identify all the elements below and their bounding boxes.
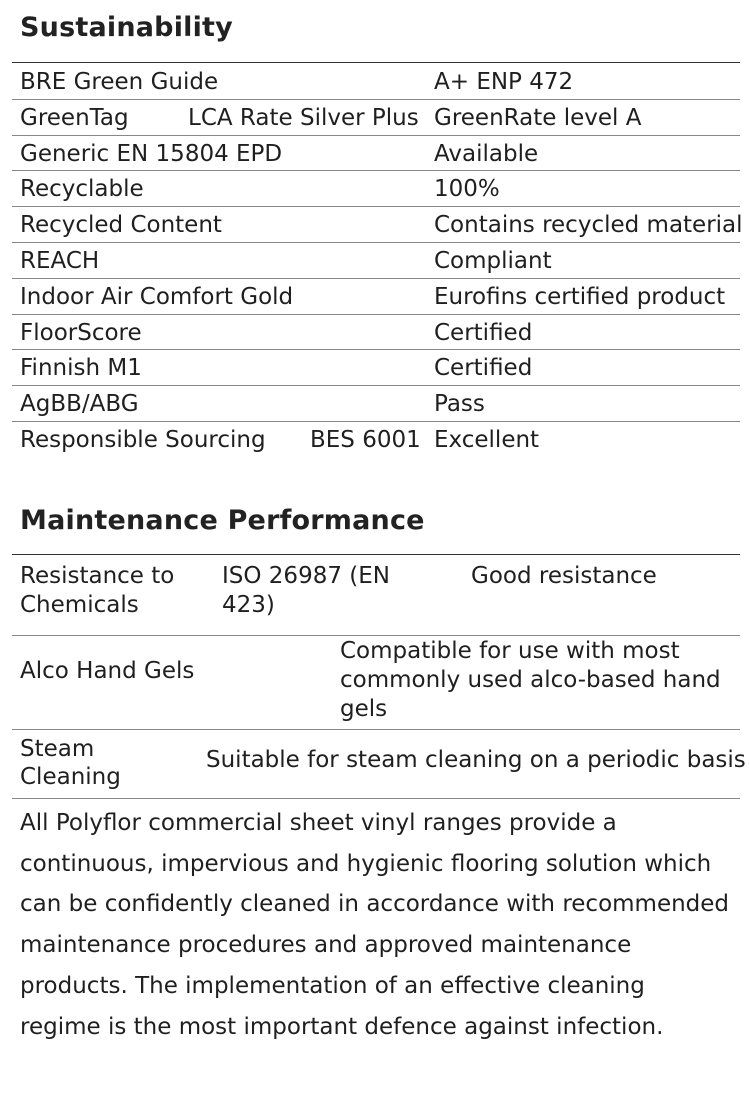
row-value: 100% [434, 176, 500, 203]
row-label: Generic EN 15804 EPD [20, 140, 283, 167]
row-value: Pass [434, 391, 485, 418]
table-row [12, 171, 740, 207]
row-value: Certified [434, 319, 533, 346]
row-value: Good resistance [471, 563, 657, 589]
table-row [12, 422, 740, 457]
row-label: Indoor Air Comfort Gold [20, 283, 294, 310]
table-row [12, 636, 740, 730]
row-label: AgBB/ABG [20, 391, 139, 418]
row-label: Alco Hand Gels [20, 658, 195, 684]
maintenance-table [12, 556, 746, 799]
sustainability-title: Sustainability [20, 12, 233, 43]
row-value: Certified [434, 355, 533, 382]
table-row [12, 556, 740, 636]
row-mid: LCA Rate Silver Plus [188, 104, 419, 131]
table-row [12, 100, 740, 136]
table-row [12, 207, 743, 243]
sustainability-top-rule [12, 62, 740, 63]
table-row [12, 136, 740, 172]
row-standard: ISO 26987 (EN 423) [222, 563, 390, 618]
row-label: BRE Green Guide [20, 69, 219, 95]
row-value: Contains recycled material [434, 212, 743, 239]
row-label: GreenTag [20, 104, 129, 131]
row-label: Recycled Content [20, 212, 222, 239]
table-row [12, 243, 740, 279]
row-value: Suitable for steam cleaning on a periodic basis [206, 747, 746, 773]
row-label: Recyclable [20, 176, 144, 203]
row-value: Compliant [434, 247, 552, 274]
maintenance-title: Maintenance Performance [20, 505, 425, 536]
row-label: FloorScore [20, 319, 142, 346]
row-label: Resistance to Chemicals [20, 563, 175, 618]
row-value: Available [434, 140, 539, 167]
row-value: Eurofins certified product [434, 283, 726, 310]
table-row [12, 279, 740, 315]
row-label: Finnish M1 [20, 355, 142, 382]
maintenance-paragraph: All Polyflor commercial sheet vinyl ranges provide a continuous, impervious and hygienic flooring solution which can be confidently cleaned in accordance with recommended maintenance procedures and approved maintenance products. The implementation of an effective cleaning regime is the most important defence against infection. [20, 810, 730, 1040]
row-value: A+ ENP 472 [434, 69, 574, 95]
row-value: Compatible for use with most commonly used alco-based hand gels [340, 638, 721, 722]
table-row [12, 730, 746, 799]
table-row [12, 64, 740, 100]
table-row [12, 386, 740, 422]
row-label: REACH [20, 247, 100, 274]
row-label: Responsible Sourcing [20, 426, 266, 453]
row-mid: BES 6001 [310, 426, 421, 453]
row-value: GreenRate level A [434, 104, 642, 131]
maintenance-top-rule [12, 554, 740, 555]
table-row [12, 350, 740, 386]
row-value: Excellent [434, 426, 540, 453]
row-label: Steam Cleaning [20, 736, 121, 790]
table-row [12, 315, 740, 351]
sustainability-table [12, 64, 743, 457]
